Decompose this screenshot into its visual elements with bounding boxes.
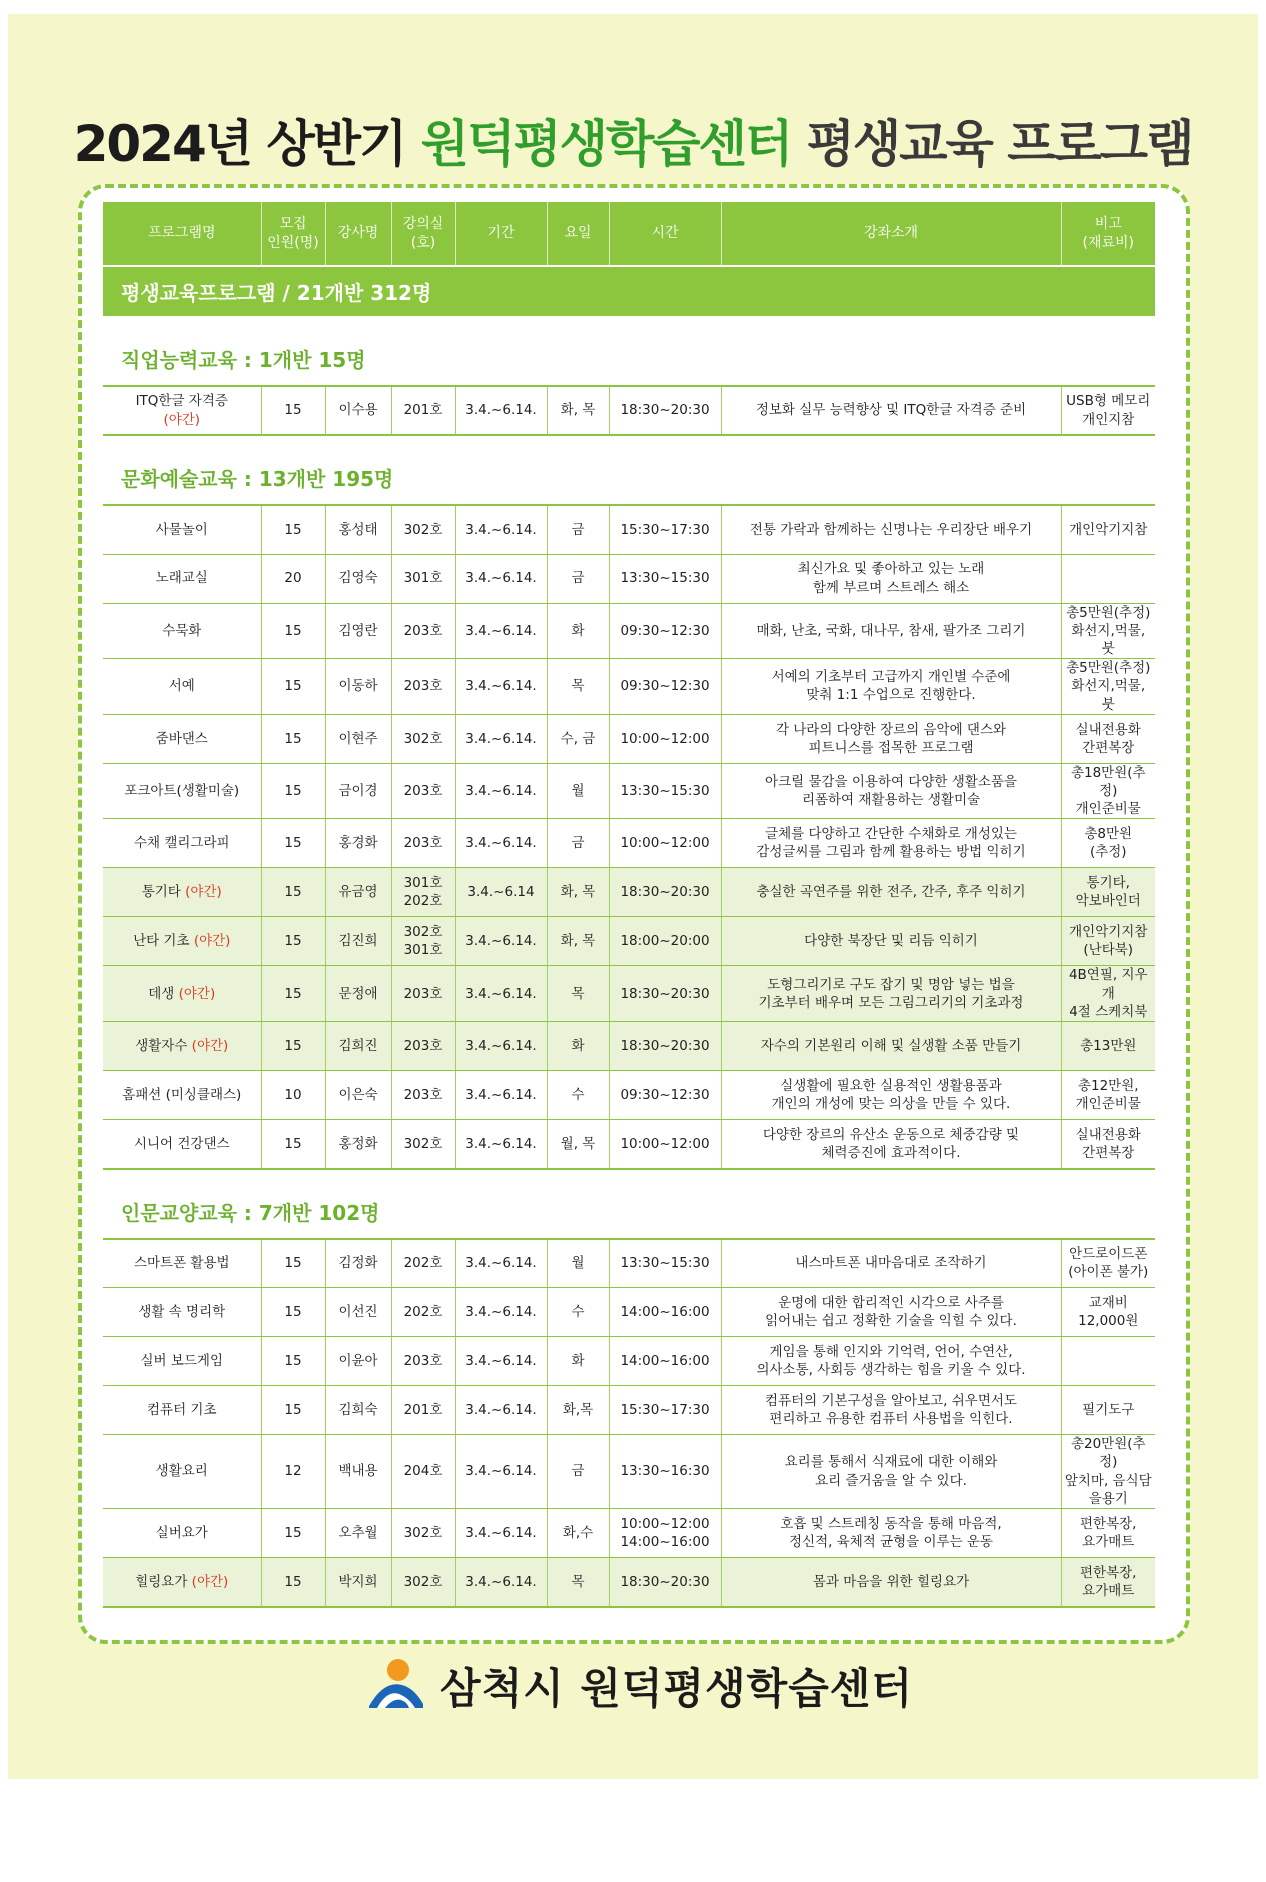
cell-time: 13:30~15:30 (609, 763, 721, 819)
cell-day: 화 (547, 603, 609, 659)
category-label: 직업능력교육 : 1개반 15명 (121, 348, 366, 372)
cell-note: 필기도구 (1061, 1386, 1155, 1435)
cell-note (1061, 554, 1155, 603)
cell-teacher: 홍성태 (325, 505, 391, 554)
cell-note: 편한복장, 요가매트 (1061, 1558, 1155, 1607)
cell-intro: 컴퓨터의 기본구성을 알아보고, 쉬우면서도 편리하고 유용한 컴퓨터 사용법을 익힌다. (721, 1386, 1061, 1435)
cell-room: 203호 (391, 966, 455, 1022)
cell-time: 09:30~12:30 (609, 1071, 721, 1120)
cell-room: 302호 (391, 1120, 455, 1169)
cell-day: 수 (547, 1288, 609, 1337)
cell-note: 총5만원(추정) 화선지,먹물, 붓 (1061, 659, 1155, 715)
night-class-tag: (야간) (191, 1038, 229, 1055)
cell-intro: 최신가요 및 좋아하고 있는 노래 함께 부르며 스트레스 해소 (721, 554, 1061, 603)
cell-room: 203호 (391, 1337, 455, 1386)
program-name: 데생 (야간) (103, 966, 261, 1022)
cell-count: 15 (261, 714, 325, 763)
program-name: ITQ한글 자격증 (야간) (103, 386, 261, 435)
cell-time: 09:30~12:30 (609, 659, 721, 715)
program-name: 실버요가 (103, 1509, 261, 1558)
program-name: 사물놀이 (103, 505, 261, 554)
cell-note: 개인악기지참 (난타북) (1061, 917, 1155, 966)
cell-count: 15 (261, 1239, 325, 1288)
cell-day: 목 (547, 1558, 609, 1607)
cell-note: 4B연필, 지우개 4절 스케치북 (1061, 966, 1155, 1022)
cell-room: 203호 (391, 819, 455, 868)
table-row (103, 1386, 1155, 1435)
cell-period: 3.4.~6.14 (455, 868, 547, 917)
program-name: 수묵화 (103, 603, 261, 659)
cell-period: 3.4.~6.14. (455, 819, 547, 868)
cell-note: 총18만원(추정) 개인준비물 (1061, 763, 1155, 819)
cell-day: 화,목 (547, 1386, 609, 1435)
program-name: 난타 기초 (야간) (103, 917, 261, 966)
cell-intro: 다양한 장르의 유산소 운동으로 체중감량 및 체력증진에 효과적이다. (721, 1120, 1061, 1169)
table-row (103, 966, 1155, 1022)
cell-intro: 실생활에 필요한 실용적인 생활용품과 개인의 개성에 맞는 의상을 만들 수 있다. (721, 1071, 1061, 1120)
cell-period: 3.4.~6.14. (455, 1120, 547, 1169)
cell-intro: 호흡 및 스트레칭 동작을 통해 마음적, 정신적, 육체적 균형을 이루는 운동 (721, 1509, 1061, 1558)
cell-count: 15 (261, 1386, 325, 1435)
cell-count: 15 (261, 386, 325, 435)
cell-teacher: 이선진 (325, 1288, 391, 1337)
cell-period: 3.4.~6.14. (455, 386, 547, 435)
cell-note: 총13만원 (1061, 1022, 1155, 1071)
cell-note: 안드로이드폰 (아이폰 불가) (1061, 1239, 1155, 1288)
cell-day: 월 (547, 1239, 609, 1288)
footer-org-name: 삼척시 원덕평생학습센터 (440, 1664, 913, 1713)
cell-room: 302호 (391, 714, 455, 763)
cell-teacher: 김희숙 (325, 1386, 391, 1435)
cell-period: 3.4.~6.14. (455, 1558, 547, 1607)
cell-day: 수, 금 (547, 714, 609, 763)
cell-day: 화 (547, 1022, 609, 1071)
cell-intro: 서예의 기초부터 고급까지 개인별 수준에 맞춰 1:1 수업으로 진행한다. (721, 659, 1061, 715)
cell-intro: 자수의 기본원리 이해 및 실생활 소품 만들기 (721, 1022, 1061, 1071)
header-day: 요일 (547, 202, 609, 266)
cell-time: 18:30~20:30 (609, 966, 721, 1022)
table-row (103, 603, 1155, 659)
table-row (103, 1239, 1155, 1288)
cell-time: 18:00~20:00 (609, 917, 721, 966)
table-row (103, 1022, 1155, 1071)
cell-count: 10 (261, 1071, 325, 1120)
cell-day: 목 (547, 659, 609, 715)
cell-intro: 글체를 다양하고 간단한 수채화로 개성있는 감성글씨를 그림과 함께 활용하는 방법 익히기 (721, 819, 1061, 868)
category-label: 인문교양교육 : 7개반 102명 (121, 1200, 380, 1225)
cell-note: 통기타, 악보바인더 (1061, 868, 1155, 917)
cell-period: 3.4.~6.14. (455, 1435, 547, 1509)
cell-teacher: 김정화 (325, 1239, 391, 1288)
program-name: 생활요리 (103, 1435, 261, 1509)
cell-intro: 각 나라의 다양한 장르의 음악에 댄스와 피트니스를 접목한 프로그램 (721, 714, 1061, 763)
cell-teacher: 이은숙 (325, 1071, 391, 1120)
cell-room: 201호 (391, 386, 455, 435)
cell-room: 201호 (391, 1386, 455, 1435)
page-title (8, 104, 1258, 176)
table-row (103, 868, 1155, 917)
header-time: 시간 (609, 202, 721, 266)
cell-count: 15 (261, 505, 325, 554)
cell-day: 금 (547, 1435, 609, 1509)
cell-room: 202호 (391, 1239, 455, 1288)
cell-time: 10:00~12:00 (609, 714, 721, 763)
cell-room: 302호 (391, 1558, 455, 1607)
cell-day: 금 (547, 554, 609, 603)
table-row (103, 917, 1155, 966)
night-class-tag: (야간) (191, 1573, 229, 1590)
header-teacher: 강사명 (325, 202, 391, 266)
header-intro: 강좌소개 (721, 202, 1061, 266)
cell-period: 3.4.~6.14. (455, 1509, 547, 1558)
cell-intro: 게임을 통해 인지와 기억력, 언어, 수연산, 의사소통, 사회등 생각하는 힘을 키울 수 있다. (721, 1337, 1061, 1386)
cell-intro: 매화, 난초, 국화, 대나무, 참새, 팔가조 그리기 (721, 603, 1061, 659)
cell-count: 20 (261, 554, 325, 603)
cell-teacher: 이윤아 (325, 1337, 391, 1386)
cell-period: 3.4.~6.14. (455, 505, 547, 554)
cell-count: 12 (261, 1435, 325, 1509)
summary-band (103, 266, 1155, 316)
cell-period: 3.4.~6.14. (455, 554, 547, 603)
samcheok-logo-icon (365, 1656, 427, 1712)
title-program: 평생교육 프로그램 (791, 115, 1193, 173)
cell-intro: 충실한 곡연주를 위한 전주, 간주, 후주 익히기 (721, 868, 1061, 917)
table-header-row (103, 202, 1155, 266)
cell-teacher: 문정애 (325, 966, 391, 1022)
cell-intro: 운명에 대한 합리적인 시각으로 사주를 읽어내는 쉽고 정확한 기술을 익힐 수 있다. (721, 1288, 1061, 1337)
program-name: 노래교실 (103, 554, 261, 603)
cell-intro: 다양한 북장단 및 리듬 익히기 (721, 917, 1061, 966)
cell-day: 금 (547, 505, 609, 554)
cell-time: 18:30~20:30 (609, 1558, 721, 1607)
footer (0, 1648, 1250, 1718)
cell-time: 18:30~20:30 (609, 868, 721, 917)
cell-time: 15:30~17:30 (609, 505, 721, 554)
program-name: 서예 (103, 659, 261, 715)
cell-teacher: 김영란 (325, 603, 391, 659)
night-class-tag: (야간) (163, 411, 201, 428)
cell-intro: 몸과 마음을 위한 힐링요가 (721, 1558, 1061, 1607)
cell-note: USB형 메모리 개인지참 (1061, 386, 1155, 435)
program-name: 힐링요가 (야간) (103, 1558, 261, 1607)
cell-period: 3.4.~6.14. (455, 1337, 547, 1386)
cell-count: 15 (261, 1509, 325, 1558)
program-name: 생활자수 (야간) (103, 1022, 261, 1071)
header-room: 강의실 (호) (391, 202, 455, 266)
cell-teacher: 김영숙 (325, 554, 391, 603)
cell-time: 10:00~12:00 14:00~16:00 (609, 1509, 721, 1558)
cell-teacher: 금이경 (325, 763, 391, 819)
cell-note: 총12만원, 개인준비물 (1061, 1071, 1155, 1120)
cell-intro: 전통 가락과 함께하는 신명나는 우리장단 배우기 (721, 505, 1061, 554)
cell-period: 3.4.~6.14. (455, 966, 547, 1022)
table-row (103, 554, 1155, 603)
table-row (103, 1071, 1155, 1120)
table-row (103, 1509, 1155, 1558)
cell-teacher: 김희진 (325, 1022, 391, 1071)
cell-time: 14:00~16:00 (609, 1288, 721, 1337)
cell-period: 3.4.~6.14. (455, 1022, 547, 1071)
cell-time: 18:30~20:30 (609, 386, 721, 435)
program-table-wrap (103, 202, 1155, 1608)
cell-room: 204호 (391, 1435, 455, 1509)
table-row (103, 659, 1155, 715)
title-year: 2024년 상반기 (73, 115, 421, 173)
cell-room: 203호 (391, 659, 455, 715)
cell-time: 14:00~16:00 (609, 1337, 721, 1386)
cell-count: 15 (261, 1288, 325, 1337)
cell-time: 13:30~15:30 (609, 1239, 721, 1288)
cell-time: 10:00~12:00 (609, 1120, 721, 1169)
cell-day: 금 (547, 819, 609, 868)
cell-day: 월, 목 (547, 1120, 609, 1169)
cell-day: 화, 목 (547, 868, 609, 917)
cell-count: 15 (261, 966, 325, 1022)
program-name: 통기타 (야간) (103, 868, 261, 917)
cell-period: 3.4.~6.14. (455, 763, 547, 819)
program-name: 시니어 건강댄스 (103, 1120, 261, 1169)
cell-count: 15 (261, 763, 325, 819)
cell-count: 15 (261, 1558, 325, 1607)
cell-time: 10:00~12:00 (609, 819, 721, 868)
program-name: 수채 캘리그라피 (103, 819, 261, 868)
summary-band-label: 평생교육프로그램 / 21개반 312명 (103, 266, 1155, 316)
cell-teacher: 이수용 (325, 386, 391, 435)
cell-intro: 정보화 실무 능력향상 및 ITQ한글 자격증 준비 (721, 386, 1061, 435)
table-row (103, 1288, 1155, 1337)
cell-teacher: 홍경화 (325, 819, 391, 868)
cell-day: 수 (547, 1071, 609, 1120)
cell-day: 화,수 (547, 1509, 609, 1558)
cell-room: 203호 (391, 1071, 455, 1120)
program-name: 컴퓨터 기초 (103, 1386, 261, 1435)
cell-note: 총8만원 (추정) (1061, 819, 1155, 868)
cell-teacher: 김진희 (325, 917, 391, 966)
category-heading (103, 435, 1155, 505)
night-class-tag: (야간) (185, 884, 222, 901)
cell-intro: 내스마트폰 내마음대로 조작하기 (721, 1239, 1061, 1288)
cell-note: 개인악기지참 (1061, 505, 1155, 554)
cell-room: 202호 (391, 1288, 455, 1337)
table-row (103, 505, 1155, 554)
cell-day: 화, 목 (547, 917, 609, 966)
cell-note: 실내전용화 간편복장 (1061, 1120, 1155, 1169)
table-row (103, 1337, 1155, 1386)
cell-day: 화 (547, 1337, 609, 1386)
cell-period: 3.4.~6.14. (455, 1288, 547, 1337)
category-label: 문화예술교육 : 13개반 195명 (121, 467, 394, 491)
header-note: 비고 (재료비) (1061, 202, 1155, 266)
cell-intro: 요리를 통해서 식재료에 대한 이해와 요리 즐거움을 알 수 있다. (721, 1435, 1061, 1509)
cell-count: 15 (261, 1022, 325, 1071)
program-name: 스마트폰 활용법 (103, 1239, 261, 1288)
cell-teacher: 이동하 (325, 659, 391, 715)
cell-period: 3.4.~6.14. (455, 659, 547, 715)
cell-time: 13:30~15:30 (609, 554, 721, 603)
table-row (103, 1435, 1155, 1509)
category-heading (103, 1169, 1155, 1239)
cell-room: 203호 (391, 1022, 455, 1071)
cell-intro: 아크릴 물감을 이용하여 다양한 생활소품을 리폼하여 재활용하는 생활미술 (721, 763, 1061, 819)
cell-day: 화, 목 (547, 386, 609, 435)
cell-period: 3.4.~6.14. (455, 1071, 547, 1120)
cell-count: 15 (261, 868, 325, 917)
program-table (103, 202, 1155, 1608)
cell-time: 15:30~17:30 (609, 1386, 721, 1435)
header-program: 프로그램명 (103, 202, 261, 266)
cell-period: 3.4.~6.14. (455, 603, 547, 659)
cell-count: 15 (261, 1337, 325, 1386)
cell-intro: 도형그리기로 구도 잡기 및 명암 넣는 법을 기초부터 배우며 모든 그림그리기의 기초과정 (721, 966, 1061, 1022)
program-name: 실버 보드게임 (103, 1337, 261, 1386)
cell-room: 301호 202호 (391, 868, 455, 917)
cell-teacher: 홍정화 (325, 1120, 391, 1169)
cell-period: 3.4.~6.14. (455, 1239, 547, 1288)
cell-note: 편한복장, 요가매트 (1061, 1509, 1155, 1558)
program-name: 줌바댄스 (103, 714, 261, 763)
cell-teacher: 오추월 (325, 1509, 391, 1558)
cell-note: 실내전용화 간편복장 (1061, 714, 1155, 763)
program-name: 포크아트(생활미술) (103, 763, 261, 819)
title-center: 원덕평생학습센터 (420, 115, 792, 173)
category-heading (103, 316, 1155, 386)
cell-count: 15 (261, 659, 325, 715)
night-class-tag: (야간) (178, 985, 216, 1002)
cell-teacher: 유금영 (325, 868, 391, 917)
night-class-tag: (야간) (193, 933, 231, 950)
cell-day: 월 (547, 763, 609, 819)
table-row (103, 819, 1155, 868)
program-name: 생활 속 명리학 (103, 1288, 261, 1337)
cell-time: 13:30~16:30 (609, 1435, 721, 1509)
cell-note: 총5만원(추정) 화선지,먹물, 붓 (1061, 603, 1155, 659)
cell-period: 3.4.~6.14. (455, 917, 547, 966)
cell-time: 18:30~20:30 (609, 1022, 721, 1071)
header-capacity: 모집 인원(명) (261, 202, 325, 266)
cell-room: 203호 (391, 763, 455, 819)
cell-room: 302호 (391, 1509, 455, 1558)
table-row (103, 1120, 1155, 1169)
cell-count: 15 (261, 917, 325, 966)
cell-teacher: 이현주 (325, 714, 391, 763)
cell-teacher: 백내용 (325, 1435, 391, 1509)
cell-count: 15 (261, 819, 325, 868)
table-row (103, 1558, 1155, 1607)
cell-note: 총20만원(추정) 앞치마, 음식담을용기 (1061, 1435, 1155, 1509)
cell-note: 교재비 12,000원 (1061, 1288, 1155, 1337)
cell-time: 09:30~12:30 (609, 603, 721, 659)
cell-room: 302호 (391, 505, 455, 554)
cell-period: 3.4.~6.14. (455, 1386, 547, 1435)
cell-teacher: 박지희 (325, 1558, 391, 1607)
table-row (103, 386, 1155, 435)
cell-room: 302호 301호 (391, 917, 455, 966)
cell-count: 15 (261, 603, 325, 659)
cell-room: 301호 (391, 554, 455, 603)
cell-period: 3.4.~6.14. (455, 714, 547, 763)
table-row (103, 763, 1155, 819)
cell-room: 203호 (391, 603, 455, 659)
cell-note (1061, 1337, 1155, 1386)
program-name: 홈패션 (미싱클래스) (103, 1071, 261, 1120)
cell-count: 15 (261, 1120, 325, 1169)
header-period: 기간 (455, 202, 547, 266)
cell-day: 목 (547, 966, 609, 1022)
table-row (103, 714, 1155, 763)
